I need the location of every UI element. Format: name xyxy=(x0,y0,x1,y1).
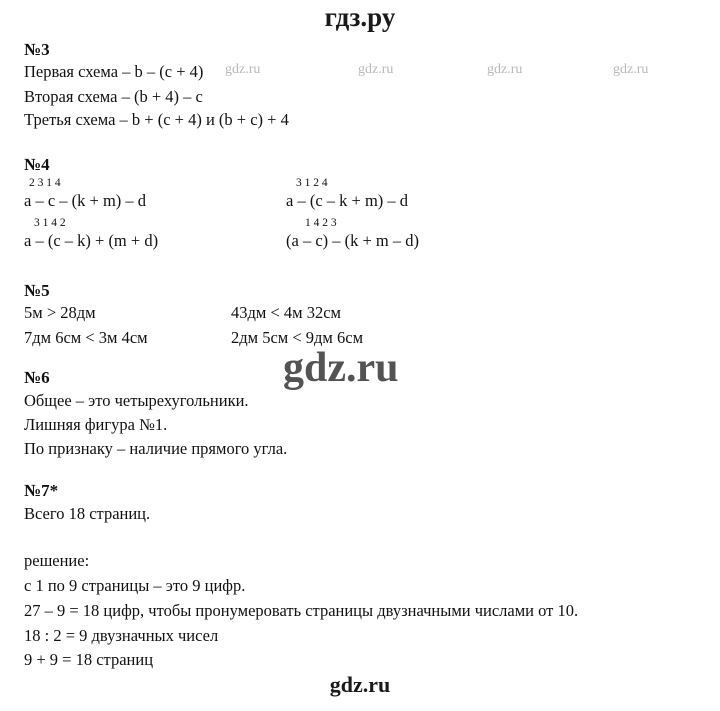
task-6-line-1: Общее – это четырехугольники. xyxy=(24,391,249,410)
site-logo-top: гдз.ру xyxy=(324,2,396,32)
task-7-line-4: 27 – 9 = 18 цифр, чтобы пронумеровать страницы двузначными числами от 10. xyxy=(24,601,579,620)
task-3-line-1: Первая схема – b – (c + 4) xyxy=(24,62,204,81)
watermark-small-1: gdz.ru xyxy=(225,62,261,77)
task-3-line-3: Третья схема – b + (c + 4) и (b + c) + 4 xyxy=(24,110,289,129)
watermark-small-4: gdz.ru xyxy=(613,62,649,77)
task-number-6: №6 xyxy=(24,368,50,387)
task-number-7: №7* xyxy=(24,481,59,500)
task-4-col-2-row-2-expr: (a – c) – (k + m – d) xyxy=(286,231,420,250)
watermark-small-3: gdz.ru xyxy=(487,62,523,77)
task-number-4: №4 xyxy=(24,155,50,174)
task-7-line-2: решение: xyxy=(24,551,90,570)
task-4-col-1-row-1-expr: a – c – (k + m) – d xyxy=(24,191,147,210)
task-6-line-2: Лишняя фигура №1. xyxy=(24,415,168,434)
task-7-line-5: 18 : 2 = 9 двузначных чисел xyxy=(24,626,219,645)
task-4-col-1-row-2-order: 3 1 4 2 xyxy=(34,217,66,229)
task-5-row-2-right: 2дм 5см < 9дм 6см xyxy=(231,328,364,347)
task-4-col-1-row-1-order: 2 3 1 4 xyxy=(29,177,61,189)
task-5-row-1-right: 43дм < 4м 32см xyxy=(231,303,341,322)
task-7-line-1: Всего 18 страниц. xyxy=(24,504,151,523)
task-4-col-1-row-2-expr: a – (c – k) + (m + d) xyxy=(24,231,159,250)
watermark-large: gdz.ru xyxy=(283,345,399,391)
task-4-col-2-row-2-order: 1 4 2 3 xyxy=(305,217,337,229)
task-number-3: №3 xyxy=(24,40,50,59)
task-4-col-2-row-1-order: 3 1 2 4 xyxy=(296,177,328,189)
task-7-line-3: с 1 по 9 страницы – это 9 цифр. xyxy=(24,576,246,595)
task-6-line-3: По признаку – наличие прямого угла. xyxy=(24,439,288,458)
task-7-line-6: 9 + 9 = 18 страниц xyxy=(24,650,154,669)
task-5-row-1-left: 5м > 28дм xyxy=(24,303,96,322)
watermark-small-2: gdz.ru xyxy=(358,62,394,77)
task-4-col-2-row-1-expr: a – (c – k + m) – d xyxy=(286,191,409,210)
site-logo-bottom: gdz.ru xyxy=(329,672,391,697)
task-5-row-2-left: 7дм 6см < 3м 4см xyxy=(24,328,148,347)
task-3-line-2: Вторая схема – (b + 4) – c xyxy=(24,87,203,106)
task-number-5: №5 xyxy=(24,281,50,300)
